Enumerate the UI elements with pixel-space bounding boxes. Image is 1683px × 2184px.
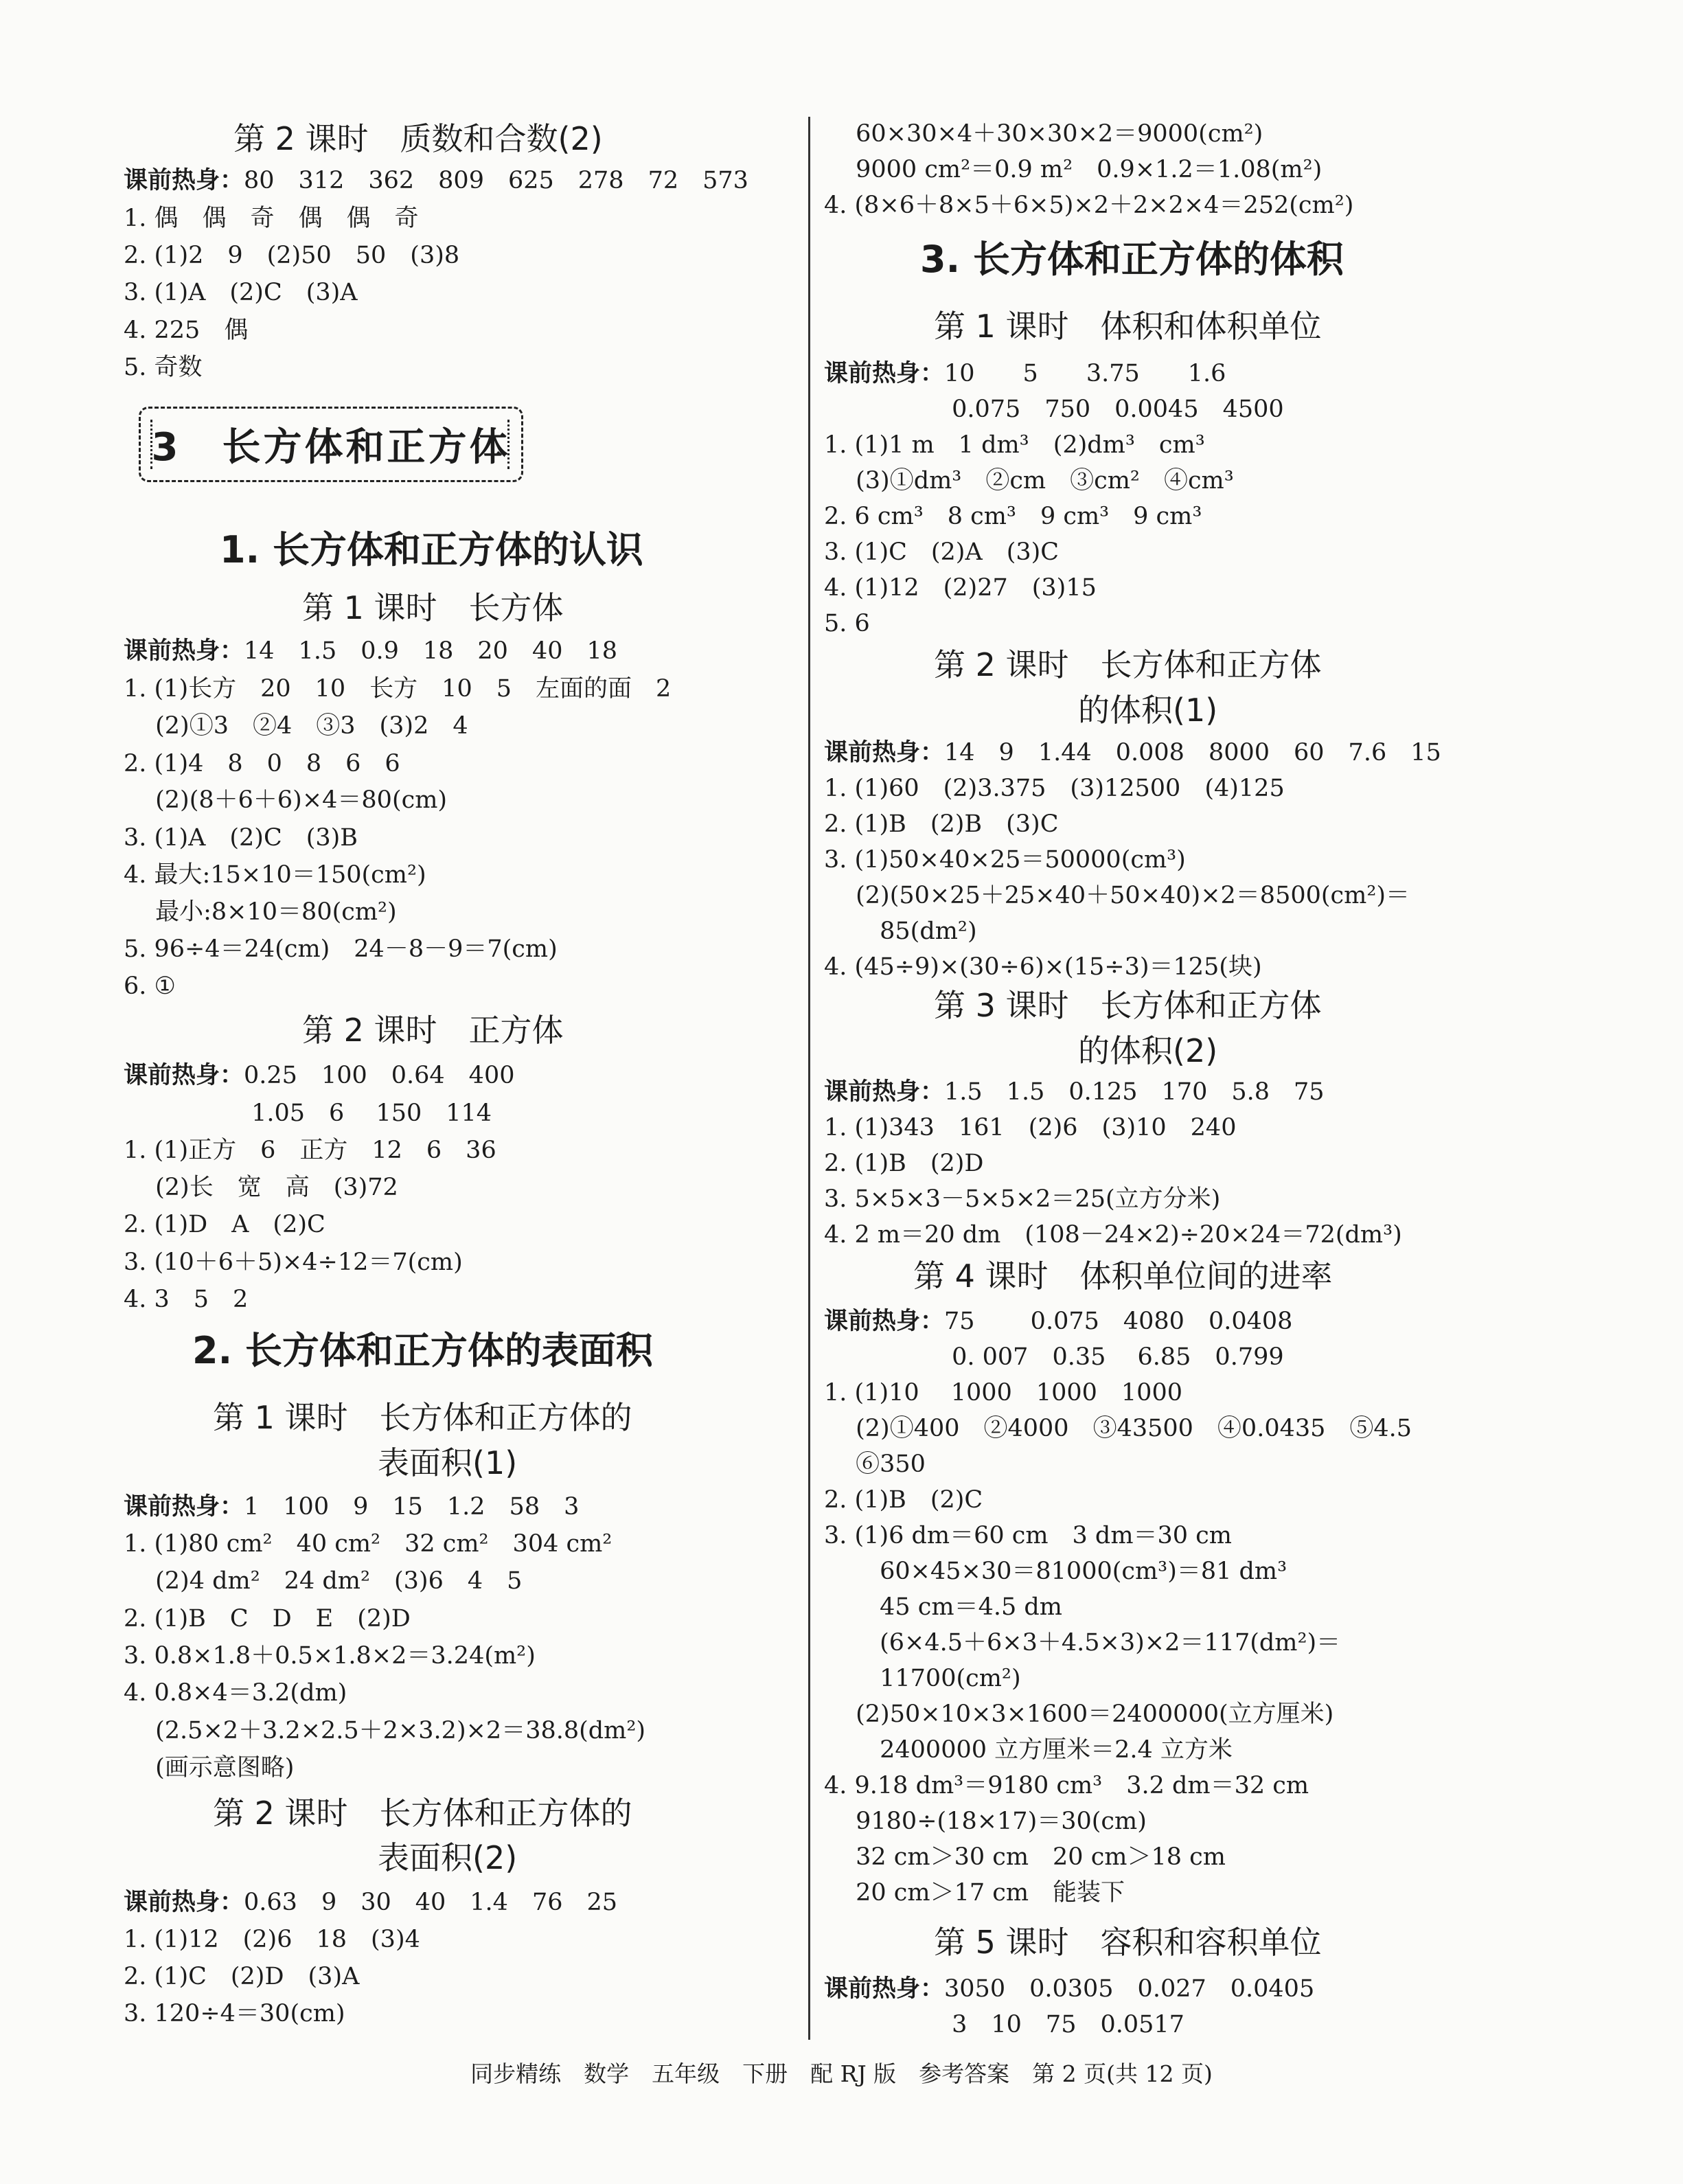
answer-line: 1.05 6 150 114 xyxy=(124,1100,492,1127)
answer-line: 3. (1)A (2)C (3)A xyxy=(124,279,358,306)
answer-line: 1. (1)60 (2)3.375 (3)12500 (4)125 xyxy=(824,775,1285,802)
warmup-label: 课前热身： xyxy=(124,1493,244,1521)
answer-line: 4. 最大:15×10＝150(cm²) xyxy=(124,861,426,889)
lesson-title: 第 1 课时 长方体 xyxy=(302,589,564,626)
lesson-title: 表面积(1) xyxy=(378,1444,518,1481)
answer-line: (画示意图略) xyxy=(124,1754,295,1782)
warmup-label: 课前热身： xyxy=(824,360,945,387)
warmup-label: 课前热身： xyxy=(124,637,244,665)
answer-line: (2)①3 ②4 ③3 (3)2 4 xyxy=(124,712,468,740)
answer-line: 1. (1)1 m 1 dm³ (2)dm³ cm³ xyxy=(824,431,1205,459)
answer-line: 5. 96÷4＝24(cm) 24－8－9＝7(cm) xyxy=(124,935,558,963)
answer-line: 2. (1)C (2)D (3)A xyxy=(124,1963,360,1990)
lesson-title: 第 5 课时 容积和容积单位 xyxy=(934,1924,1322,1961)
unit-title-box: 3 长方体和正方体 xyxy=(139,407,523,482)
answer-line: 4. 9.18 dm³＝9180 cm³ 3.2 dm＝32 cm xyxy=(824,1772,1309,1799)
answer-line: 2. (1)B (2)C xyxy=(824,1486,983,1514)
answer-line: (2)4 dm² 24 dm² (3)6 4 5 xyxy=(124,1567,523,1595)
answer-line: 5. 6 xyxy=(824,610,870,637)
section-title: 2. 长方体和正方体的表面积 xyxy=(192,1329,653,1372)
lesson-title: 第 2 课时 质数和合数(2) xyxy=(233,120,603,157)
section-title: 3. 长方体和正方体的体积 xyxy=(920,238,1344,281)
answer-line: 2. (1)B C D E (2)D xyxy=(124,1605,411,1633)
answer-line: 2. (1)2 9 (2)50 50 (3)8 xyxy=(124,242,460,269)
lesson-title: 的体积(2) xyxy=(1078,1032,1218,1069)
answer-line: 1. (1)10 1000 1000 1000 xyxy=(824,1379,1182,1407)
page-footer: 同步精练 数学 五年级 下册 配 RJ 版 参考答案 第 2 页(共 12 页) xyxy=(470,2060,1213,2087)
answer-line: (2)长 宽 高 (3)72 xyxy=(124,1174,398,1201)
answer-line: (2.5×2＋3.2×2.5＋2×3.2)×2＝38.8(dm²) xyxy=(124,1717,646,1744)
warmup-label: 课前热身： xyxy=(124,1062,244,1089)
answer-line: 4. 3 5 2 xyxy=(124,1286,249,1313)
answer-line: 1. (1)80 cm² 40 cm² 32 cm² 304 cm² xyxy=(124,1530,612,1558)
answer-line: 课前热身：0.25 100 0.64 400 xyxy=(124,1062,515,1089)
answer-line: ⑥350 xyxy=(824,1451,926,1478)
answer-line: 1. (1)长方 20 10 长方 10 5 左面的面 2 xyxy=(124,675,672,703)
lesson-title: 第 2 课时 长方体和正方体 xyxy=(934,646,1322,683)
answer-line: 课前热身：1 100 9 15 1.2 58 3 xyxy=(124,1493,580,1521)
lesson-title: 第 1 课时 长方体和正方体的 xyxy=(213,1399,632,1436)
answer-line: 60×30×4＋30×30×2＝9000(cm²) xyxy=(824,120,1263,148)
answer-line: 1. (1)343 161 (2)6 (3)10 240 xyxy=(824,1114,1237,1141)
answer-line: 最小:8×10＝80(cm²) xyxy=(124,898,397,926)
answer-line: 3. (1)50×40×25＝50000(cm³) xyxy=(824,846,1186,874)
answer-line: 9000 cm²＝0.9 m² 0.9×1.2＝1.08(m²) xyxy=(824,156,1323,183)
answer-line: 45 cm＝4.5 dm xyxy=(824,1593,1062,1621)
answer-line: (6×4.5＋6×3＋4.5×3)×2＝117(dm²)＝ xyxy=(824,1629,1341,1657)
answer-line: 2. (1)4 8 0 8 6 6 xyxy=(124,750,400,777)
answer-line: 课前热身：75 0.075 4080 0.0408 xyxy=(824,1308,1293,1335)
lesson-title: 第 4 课时 体积单位间的进率 xyxy=(913,1258,1333,1295)
answer-line: 课前热身：80 312 362 809 625 278 72 573 xyxy=(124,167,748,194)
answer-line: 6. ① xyxy=(124,972,176,1000)
lesson-title: 第 1 课时 体积和体积单位 xyxy=(934,308,1322,345)
warmup-label: 课前热身： xyxy=(124,1889,244,1916)
warmup-label: 课前热身： xyxy=(824,1078,945,1106)
answer-line: 0.075 750 0.0045 4500 xyxy=(824,396,1284,423)
answer-line: 4. (1)12 (2)27 (3)15 xyxy=(824,574,1097,602)
answer-line: 20 cm＞17 cm 能装下 xyxy=(824,1879,1125,1907)
answer-line: 2400000 立方厘米＝2.4 立方米 xyxy=(824,1736,1233,1764)
answer-line: 2. (1)D A (2)C xyxy=(124,1211,325,1238)
answer-line: 课前热身：3050 0.0305 0.027 0.0405 xyxy=(824,1975,1315,2003)
answer-line: 60×45×30＝81000(cm³)＝81 dm³ xyxy=(824,1558,1287,1585)
answer-line: (2)50×10×3×1600＝2400000(立方厘米) xyxy=(824,1700,1334,1728)
answer-line: 85(dm²) xyxy=(824,918,977,945)
lesson-title: 第 2 课时 正方体 xyxy=(302,1012,564,1049)
warmup-label: 课前热身： xyxy=(824,1308,945,1335)
answer-line: 课前热身：10 5 3.75 1.6 xyxy=(824,360,1226,387)
answer-line: 2. (1)B (2)B (3)C xyxy=(824,810,1059,838)
warmup-label: 课前热身： xyxy=(824,739,945,766)
answer-line: (2)(50×25＋25×40＋50×40)×2＝8500(cm²)＝ xyxy=(824,882,1410,909)
column-divider xyxy=(808,117,810,2040)
answer-line: 5. 奇数 xyxy=(124,354,203,381)
answer-line: 课前热身：1.5 1.5 0.125 170 5.8 75 xyxy=(824,1078,1325,1106)
answer-line: 4. 2 m＝20 dm (108－24×2)÷20×24＝72(dm³) xyxy=(824,1221,1402,1249)
answer-line: 0. 007 0.35 6.85 0.799 xyxy=(824,1343,1284,1371)
answer-line: (2)①400 ②4000 ③43500 ④0.0435 ⑤4.5 xyxy=(824,1415,1412,1442)
answer-line: 3 10 75 0.0517 xyxy=(824,2011,1184,2038)
answer-line: 1. (1)正方 6 正方 12 6 36 xyxy=(124,1137,496,1164)
warmup-label: 课前热身： xyxy=(124,167,244,194)
answer-line: 课前热身：0.63 9 30 40 1.4 76 25 xyxy=(124,1889,618,1916)
answer-line: 3. (1)C (2)A (3)C xyxy=(824,538,1060,566)
answer-line: 3. (1)6 dm＝60 cm 3 dm＝30 cm xyxy=(824,1522,1232,1549)
answer-line: 1. (1)12 (2)6 18 (3)4 xyxy=(124,1926,420,1953)
answer-line: 课前热身：14 9 1.44 0.008 8000 60 7.6 15 xyxy=(824,739,1441,766)
answer-line: 2. 6 cm³ 8 cm³ 9 cm³ 9 cm³ xyxy=(824,503,1202,530)
section-title: 1. 长方体和正方体的认识 xyxy=(220,528,643,571)
lesson-title: 表面积(2) xyxy=(378,1839,518,1876)
answer-line: 4. 225 偶 xyxy=(124,317,249,344)
answer-line: 4. (8×6＋8×5＋6×5)×2＋2×2×4＝252(cm²) xyxy=(824,192,1354,219)
answer-line: 32 cm＞30 cm 20 cm＞18 cm xyxy=(824,1843,1226,1871)
answer-line: (2)(8＋6＋6)×4＝80(cm) xyxy=(124,786,448,814)
answer-line: 4. 0.8×4＝3.2(dm) xyxy=(124,1679,347,1707)
answer-line: 3. 0.8×1.8＋0.5×1.8×2＝3.24(m²) xyxy=(124,1642,536,1670)
answer-line: 2. (1)B (2)D xyxy=(824,1150,984,1177)
answer-line: 课前热身：14 1.5 0.9 18 20 40 18 xyxy=(124,637,618,665)
warmup-label: 课前热身： xyxy=(824,1975,945,2003)
answer-line: 9180÷(18×17)＝30(cm) xyxy=(824,1808,1147,1835)
answer-line: 3. 5×5×3－5×5×2＝25(立方分米) xyxy=(824,1185,1221,1213)
answer-line: 4. (45÷9)×(30÷6)×(15÷3)＝125(块) xyxy=(824,953,1262,981)
answer-line: 3. (1)A (2)C (3)B xyxy=(124,824,358,852)
answer-line: 3. 120÷4＝30(cm) xyxy=(124,2000,345,2027)
answer-line: 1. 偶 偶 奇 偶 偶 奇 xyxy=(124,205,419,232)
answer-line: 3. (10＋6＋5)×4÷12＝7(cm) xyxy=(124,1249,463,1276)
answer-line: (3)①dm³ ②cm ③cm² ④cm³ xyxy=(824,467,1234,494)
lesson-title: 的体积(1) xyxy=(1078,692,1218,729)
lesson-title: 第 2 课时 长方体和正方体的 xyxy=(213,1795,632,1832)
lesson-title: 第 3 课时 长方体和正方体 xyxy=(934,987,1322,1024)
answer-line: 11700(cm²) xyxy=(824,1665,1021,1692)
